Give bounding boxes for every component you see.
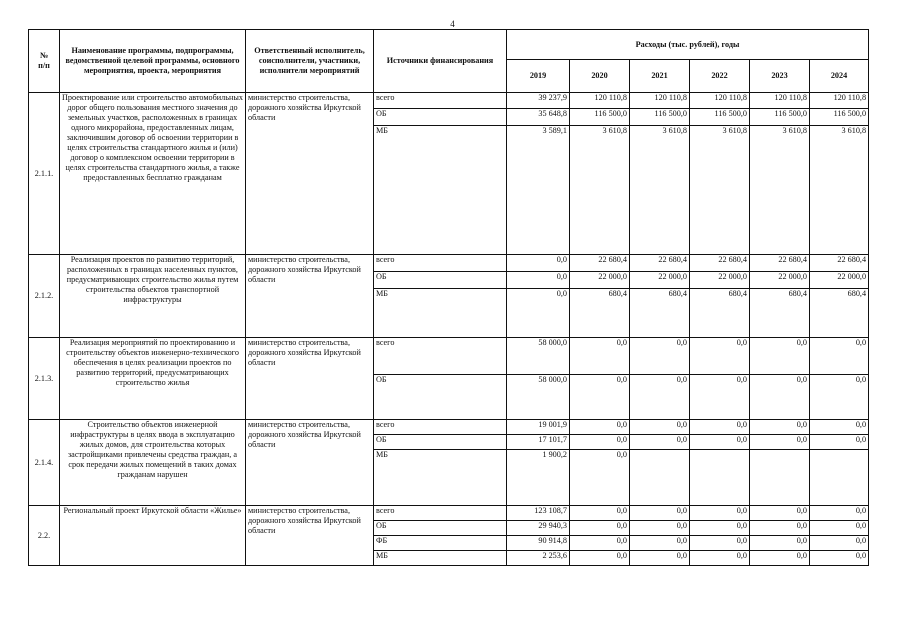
expense-value-2022 bbox=[690, 450, 750, 506]
expense-value-2023: 0,0 bbox=[750, 551, 810, 566]
expense-value-2021: 22 680,4 bbox=[630, 255, 690, 272]
item-number: 2.1.4. bbox=[29, 420, 60, 506]
expense-value-2022: 0,0 bbox=[690, 551, 750, 566]
funding-source: МБ bbox=[374, 126, 507, 255]
expense-value-2023: 120 110,8 bbox=[750, 93, 810, 109]
expense-value-2020: 22 000,0 bbox=[570, 272, 630, 289]
expense-value-2021: 3 610,8 bbox=[630, 126, 690, 255]
expense-value-2020: 0,0 bbox=[570, 521, 630, 536]
expense-value-2020: 0,0 bbox=[570, 551, 630, 566]
expense-value-2023: 0,0 bbox=[750, 420, 810, 435]
expense-value-2020: 0,0 bbox=[570, 435, 630, 450]
item-responsible: министерство строительства, дорожного хозяйства Иркутской области bbox=[246, 338, 374, 420]
expense-value-2019: 1 900,2 bbox=[507, 450, 570, 506]
table-row bbox=[29, 93, 869, 109]
expense-value-2022: 120 110,8 bbox=[690, 93, 750, 109]
expense-value-2019: 19 001,9 bbox=[507, 420, 570, 435]
expense-value-2023: 3 610,8 bbox=[750, 126, 810, 255]
header-responsible: Ответственный исполнитель, соисполнители, участники, исполнители мероприятий bbox=[246, 30, 374, 93]
expense-value-2022: 0,0 bbox=[690, 338, 750, 375]
expense-value-2023: 680,4 bbox=[750, 289, 810, 338]
expense-value-2023: 0,0 bbox=[750, 536, 810, 551]
expense-value-2021: 0,0 bbox=[630, 435, 690, 450]
expense-value-2023: 0,0 bbox=[750, 338, 810, 375]
expense-value-2024: 680,4 bbox=[810, 289, 869, 338]
expense-value-2023 bbox=[750, 450, 810, 506]
header-expenses: Расходы (тыс. рублей), годы bbox=[507, 30, 869, 60]
expense-value-2022: 0,0 bbox=[690, 435, 750, 450]
expense-value-2022: 116 500,0 bbox=[690, 109, 750, 126]
expense-value-2019: 90 914,8 bbox=[507, 536, 570, 551]
expense-value-2022: 0,0 bbox=[690, 536, 750, 551]
expense-value-2023: 22 000,0 bbox=[750, 272, 810, 289]
header-year-2020: 2020 bbox=[570, 60, 630, 93]
expense-value-2022: 0,0 bbox=[690, 521, 750, 536]
expense-value-2020: 3 610,8 bbox=[570, 126, 630, 255]
funding-source: МБ bbox=[374, 289, 507, 338]
table-header bbox=[29, 30, 869, 93]
funding-source: ОБ bbox=[374, 109, 507, 126]
expense-value-2023: 0,0 bbox=[750, 521, 810, 536]
funding-source: всего bbox=[374, 338, 507, 375]
header-name: Наименование программы, подпрограммы, ведомственной целевой программы, основного мероприятия, проекта, мероприятия bbox=[60, 30, 246, 93]
expense-value-2021: 0,0 bbox=[630, 521, 690, 536]
expense-value-2024: 0,0 bbox=[810, 536, 869, 551]
funding-source: МБ bbox=[374, 450, 507, 506]
expense-value-2020: 0,0 bbox=[570, 536, 630, 551]
expense-value-2020: 680,4 bbox=[570, 289, 630, 338]
expense-value-2019: 0,0 bbox=[507, 289, 570, 338]
funding-source: ОБ bbox=[374, 435, 507, 450]
expense-value-2024: 22 680,4 bbox=[810, 255, 869, 272]
expense-value-2021 bbox=[630, 450, 690, 506]
header-year-2024: 2024 bbox=[810, 60, 869, 93]
funding-source: всего bbox=[374, 255, 507, 272]
funding-source: всего bbox=[374, 93, 507, 109]
expense-value-2022: 0,0 bbox=[690, 420, 750, 435]
expense-value-2021: 0,0 bbox=[630, 551, 690, 566]
item-responsible: министерство строительства, дорожного хозяйства Иркутской области bbox=[246, 255, 374, 338]
item-name: Региональный проект Иркутской области «Жилье» bbox=[60, 506, 246, 566]
expense-value-2024: 0,0 bbox=[810, 521, 869, 536]
expense-value-2024: 116 500,0 bbox=[810, 109, 869, 126]
item-number: 2.1.3. bbox=[29, 338, 60, 420]
expense-value-2024: 120 110,8 bbox=[810, 93, 869, 109]
header-year-2022: 2022 bbox=[690, 60, 750, 93]
expense-value-2024: 0,0 bbox=[810, 420, 869, 435]
expense-value-2022: 22 680,4 bbox=[690, 255, 750, 272]
expense-value-2021: 680,4 bbox=[630, 289, 690, 338]
expense-value-2024: 0,0 bbox=[810, 551, 869, 566]
funding-source: МБ bbox=[374, 551, 507, 566]
expense-value-2020: 0,0 bbox=[570, 420, 630, 435]
expense-value-2021: 0,0 bbox=[630, 506, 690, 521]
expense-value-2024: 3 610,8 bbox=[810, 126, 869, 255]
expense-value-2024: 0,0 bbox=[810, 338, 869, 375]
expense-value-2020: 0,0 bbox=[570, 375, 630, 420]
expense-value-2023: 0,0 bbox=[750, 375, 810, 420]
expense-value-2019: 39 237,9 bbox=[507, 93, 570, 109]
expense-value-2019: 58 000,0 bbox=[507, 338, 570, 375]
expense-value-2023: 0,0 bbox=[750, 435, 810, 450]
expense-value-2024: 22 000,0 bbox=[810, 272, 869, 289]
funding-source: ОБ bbox=[374, 521, 507, 536]
expense-value-2024: 0,0 bbox=[810, 506, 869, 521]
expense-value-2022: 680,4 bbox=[690, 289, 750, 338]
expense-value-2022: 22 000,0 bbox=[690, 272, 750, 289]
expense-value-2019: 2 253,6 bbox=[507, 551, 570, 566]
expense-value-2023: 0,0 bbox=[750, 506, 810, 521]
item-name: Проектирование или строительство автомобильных дорог общего пользования местного значения до земельных участков, расположенных в границах одного микрорайона, предоставленных лицам, заключившим договор об освоении территории в целях строительства стандартного жилья и (или) договор о комплексном освоении территории в целях строительства стандартного жилья, а также предоставленных бесплатно гражданам bbox=[60, 93, 246, 255]
item-number: 2.1.2. bbox=[29, 255, 60, 338]
funding-source: ФБ bbox=[374, 536, 507, 551]
expense-value-2023: 116 500,0 bbox=[750, 109, 810, 126]
expense-value-2021: 0,0 bbox=[630, 338, 690, 375]
header-year-2023: 2023 bbox=[750, 60, 810, 93]
expense-value-2020: 116 500,0 bbox=[570, 109, 630, 126]
expense-value-2024: 0,0 bbox=[810, 435, 869, 450]
page-number: 4 bbox=[450, 19, 455, 29]
expense-value-2020: 0,0 bbox=[570, 506, 630, 521]
expense-value-2020: 120 110,8 bbox=[570, 93, 630, 109]
item-responsible: министерство строительства, дорожного хозяйства Иркутской области bbox=[246, 506, 374, 566]
expense-value-2019: 0,0 bbox=[507, 255, 570, 272]
table-row bbox=[29, 506, 869, 521]
expense-value-2019: 58 000,0 bbox=[507, 375, 570, 420]
header-source: Источники финансирования bbox=[374, 30, 507, 93]
item-responsible: министерство строительства, дорожного хозяйства Иркутской области bbox=[246, 93, 374, 255]
expense-value-2019: 123 108,7 bbox=[507, 506, 570, 521]
item-responsible: министерство строительства, дорожного хозяйства Иркутской области bbox=[246, 420, 374, 506]
item-name: Реализация мероприятий по проектированию и строительству объектов инженерно-технического обеспечения в целях реализации проектов по развитию территорий, предусматривающих строительство жилья bbox=[60, 338, 246, 420]
header-num: № п/п bbox=[29, 30, 60, 93]
expense-value-2022: 3 610,8 bbox=[690, 126, 750, 255]
expense-value-2019: 29 940,3 bbox=[507, 521, 570, 536]
expense-value-2021: 120 110,8 bbox=[630, 93, 690, 109]
item-name: Строительство объектов инженерной инфраструктуры в целях ввода в эксплуатацию жилых домов, для строительства которых застройщиками привлечены средства граждан, а срок передачи жилых помещений в таких домах гражданам нарушен bbox=[60, 420, 246, 506]
expense-value-2021: 0,0 bbox=[630, 420, 690, 435]
expense-value-2022: 0,0 bbox=[690, 506, 750, 521]
item-name: Реализация проектов по развитию территорий, расположенных в границах населенных пунктов, предусматривающих строительство жилья путем строительства объектов транспортной инфраструктуры bbox=[60, 255, 246, 338]
item-number: 2.1.1. bbox=[29, 93, 60, 255]
expense-value-2022: 0,0 bbox=[690, 375, 750, 420]
header-year-2019: 2019 bbox=[507, 60, 570, 93]
expense-value-2021: 0,0 bbox=[630, 375, 690, 420]
expense-value-2020: 0,0 bbox=[570, 338, 630, 375]
funding-source: ОБ bbox=[374, 375, 507, 420]
table-row bbox=[29, 420, 869, 435]
expense-value-2021: 22 000,0 bbox=[630, 272, 690, 289]
funding-source: всего bbox=[374, 420, 507, 435]
expense-value-2019: 17 101,7 bbox=[507, 435, 570, 450]
expense-value-2019: 35 648,8 bbox=[507, 109, 570, 126]
table-body bbox=[29, 93, 869, 566]
expense-value-2024: 0,0 bbox=[810, 375, 869, 420]
expense-value-2023: 22 680,4 bbox=[750, 255, 810, 272]
item-number: 2.2. bbox=[29, 506, 60, 566]
funding-source: ОБ bbox=[374, 272, 507, 289]
expense-value-2021: 0,0 bbox=[630, 536, 690, 551]
header-year-2021: 2021 bbox=[630, 60, 690, 93]
expense-value-2020: 0,0 bbox=[570, 450, 630, 506]
expense-value-2024 bbox=[810, 450, 869, 506]
financing-table bbox=[28, 29, 869, 566]
table-row bbox=[29, 255, 869, 272]
funding-source: всего bbox=[374, 506, 507, 521]
expense-value-2021: 116 500,0 bbox=[630, 109, 690, 126]
expense-value-2020: 22 680,4 bbox=[570, 255, 630, 272]
expense-value-2019: 0,0 bbox=[507, 272, 570, 289]
table-row bbox=[29, 338, 869, 375]
expense-value-2019: 3 589,1 bbox=[507, 126, 570, 255]
